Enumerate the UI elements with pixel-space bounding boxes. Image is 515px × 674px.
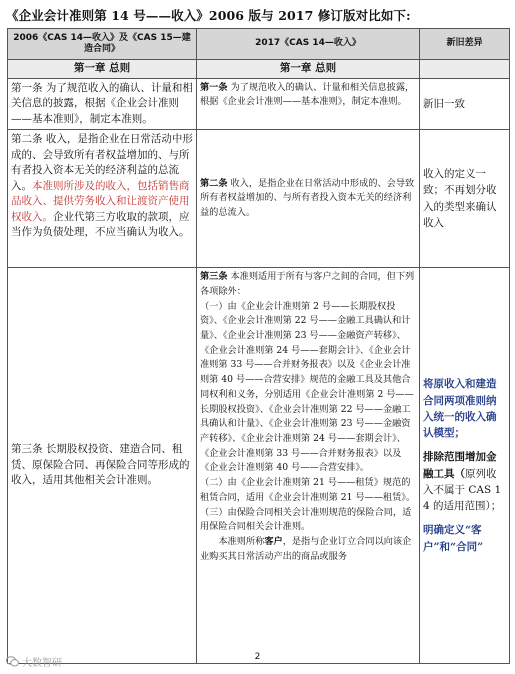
row3-new-intro — [200, 270, 416, 299]
row1-new — [197, 78, 420, 130]
row1-note: 新旧一致 — [420, 78, 510, 130]
customer-term: 客户 — [264, 536, 283, 548]
row3-old: 第三条 长期股权投资、建造合同、租赁、原保险合同、再保险合同等形成的收入，适用其他相关会计准则。 — [8, 268, 197, 664]
row3-new-item-3: （三）由保险合同相关会计准则规范的保险合同，适用保险合同相关会计准则。 — [200, 506, 412, 533]
row3-new-customer-def: 本准则所称客户，是指与企业订立合同以向该企业购买其日常活动产出的商品或服务 — [200, 536, 412, 562]
row3-note — [420, 268, 510, 664]
row1-old: 第一条 为了规范收入的确认、计量和相关信息的披露，根据《企业会计准则——基本准则》，制定本准则。 — [8, 78, 197, 130]
row2-old-text-2: 企业代第三方收取的款项，应当作为负债处理，不应当确认为收入。 — [11, 210, 190, 239]
row2-note: 收入的定义一致；不再划分收入的类型来确认收入 — [420, 130, 510, 268]
chapter-new: 第一章 总则 — [197, 59, 420, 78]
chapter-diff — [420, 59, 510, 78]
chapter-old: 第一章 总则 — [8, 59, 197, 78]
row2-old-highlight: 本准则所涉及的收入，包括销售商品收入、提供劳务收入和让渡资产使用权收入。 — [11, 179, 190, 223]
page-number: 2 — [254, 652, 261, 662]
row3-new-item-1: （一）由《企业会计准则第 2 号——长期股权投资》、《企业会计准则第 22 号——金融工具确认和计量》、《企业会计准则第 23 号——金融资产转移》、《企业会计准则第 24 号——套期会计》、《企业会计准则第 33 号——合并财务报表》以及《企业会计准则第 40 号——合营安排》规范的金融工具及其他合同权利和义务，分别适用《企业会计准则第 2 号——长期股权投资》、《企业会计准则第 22 号——金融工具确认和计量》、《企业会计准则第 23 号——金融资产转移》、《企业会计准则第 24 号——套期会计》、《企业会计准则第 33 号——合并财务报表》以及《企业会计准则第 40 号——合营安排》。 — [200, 300, 414, 474]
article-label: 第一条 — [200, 81, 228, 93]
watermark-text: 大数智研 — [22, 658, 62, 669]
table-row — [8, 130, 510, 268]
row3-new-item-2: （二）由《企业会计准则第 21 号——租赁》规范的租赁合同，适用《企业会计准则第 21 号——租赁》。 — [200, 477, 416, 503]
article-text: 收入，是指企业在日常活动中形成的、会导致所有者权益增加的、与所有者投入资本无关的经济利益的总流入。 — [200, 177, 415, 218]
article-label: 第三条 — [200, 271, 228, 283]
table-row — [8, 78, 510, 130]
row2-old — [8, 130, 197, 268]
article-text: 本准则适用于所有与客户之间的合同，但下列各项除外： — [200, 271, 415, 297]
header-diff: 新旧差异 — [420, 29, 510, 60]
article-label: 第二条 — [200, 177, 228, 189]
row3-note-2: 排除范围增加金融工具（原列收入不属于 CAS 14 的适用范围）； — [423, 451, 502, 513]
comparison-table — [7, 28, 510, 664]
chapter-row — [8, 59, 510, 78]
row2-old-text: 第二条 收入，是指企业在日常活动中形成的、会导致所有者权益增加的、与所有者投入资本无关的经济利益的总流入。 — [11, 133, 193, 192]
row3-note-3: 明确定义“客户”和“合同” — [423, 524, 484, 553]
row3-new — [197, 268, 420, 664]
header-old: 2006《CAS 14—收入》及《CAS 15—建造合同》 — [8, 29, 197, 60]
row3-note-1: 将原收入和建造合同两项准则纳入统一的收入确认模型； — [423, 378, 497, 440]
header-new: 2017《CAS 14—收入》 — [197, 29, 420, 60]
page-title: 《企业会计准则第 14 号——收入》2006 版与 2017 修订版对比如下: — [6, 8, 411, 23]
table-row — [8, 268, 510, 664]
row2-new — [197, 130, 420, 268]
article-text: 为了规范收入的确认、计量和相关信息披露，根据《企业会计准则——基本准则》，制定本准则。 — [200, 81, 415, 108]
table-header-row — [8, 29, 510, 60]
